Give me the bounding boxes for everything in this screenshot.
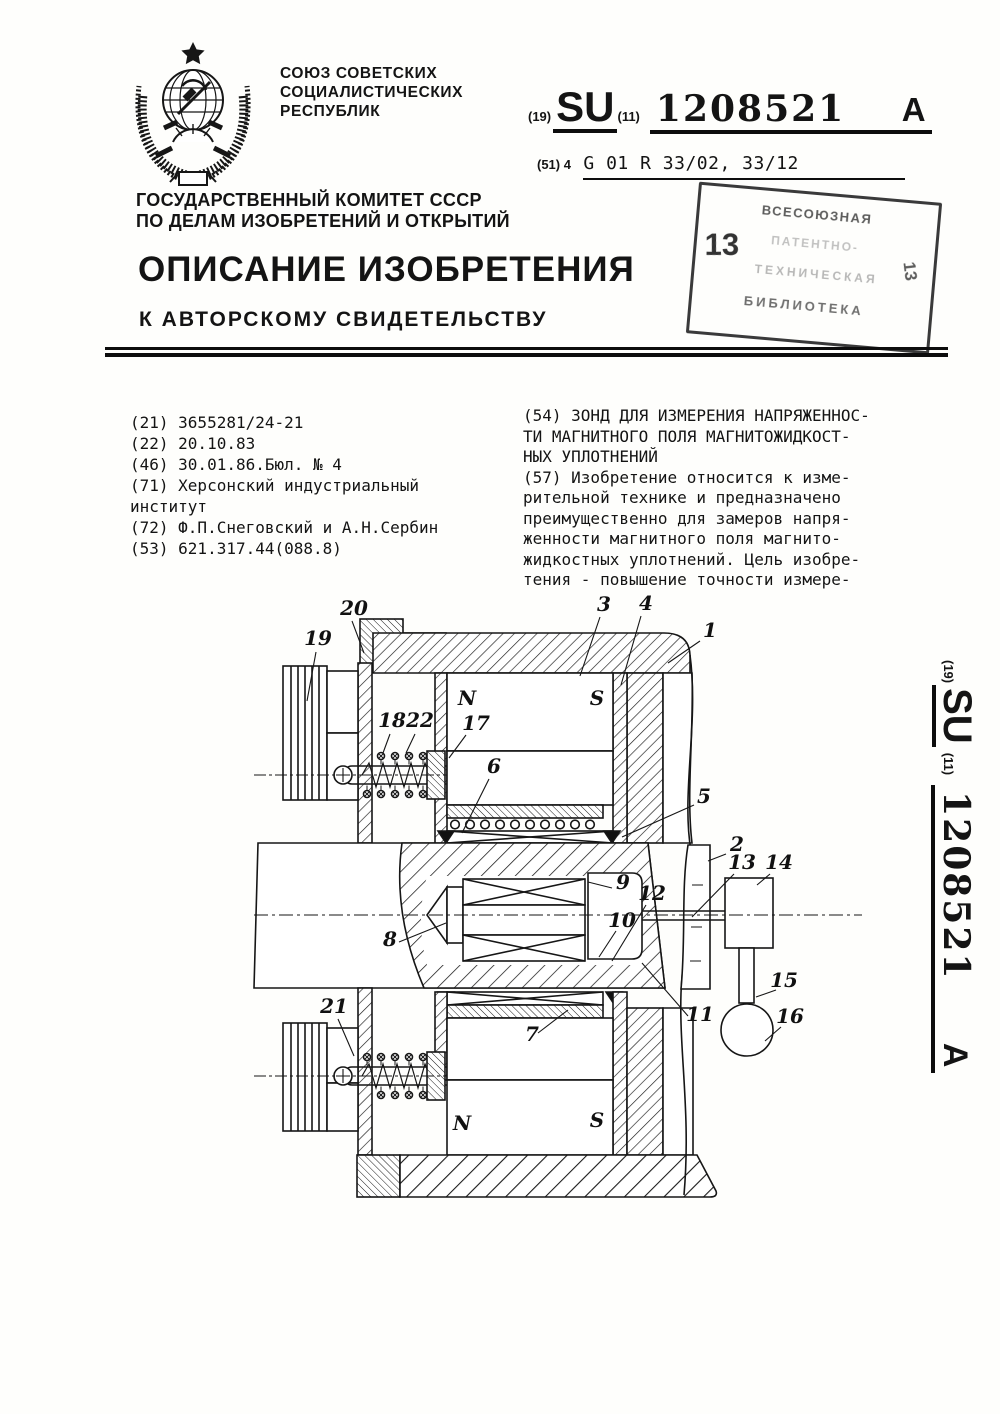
figure-label-4: 4 bbox=[639, 593, 653, 615]
coil-turn bbox=[466, 820, 475, 829]
figure-label-14: 14 bbox=[765, 850, 793, 874]
ipc-classes: G 01 R 33/02, 33/12 bbox=[583, 153, 905, 180]
kind-code: A bbox=[901, 91, 926, 128]
abstract-line: НЫХ УПЛОТНЕНИЙ bbox=[523, 447, 658, 466]
gauge-bulb-16 bbox=[721, 1004, 773, 1056]
figure-geometry bbox=[254, 619, 862, 1197]
code51-label: (51) 4 bbox=[537, 157, 571, 172]
country-name: СОЮЗ СОВЕТСКИХ СОЦИАЛИСТИЧЕСКИХ РЕСПУБЛИК bbox=[280, 65, 464, 120]
committee-name: ГОСУДАРСТВЕННЫЙ КОМИТЕТ СССР ПО ДЕЛАМ ИЗОБРЕТЕНИЙ И ОТКРЫТИЙ bbox=[136, 190, 510, 231]
divider-rule-thick bbox=[105, 353, 948, 357]
gauge-stem-15 bbox=[739, 948, 754, 1003]
coil-turn bbox=[496, 820, 505, 829]
figure-label-N: N bbox=[452, 1111, 472, 1135]
figure-label-2: 2 bbox=[730, 832, 744, 856]
figure-label-8: 8 bbox=[383, 927, 397, 951]
figure-label-S: S bbox=[589, 1108, 605, 1132]
figure-label-5: 5 bbox=[697, 784, 711, 808]
abstract-line: тения - повышение точности измере- bbox=[523, 570, 851, 589]
figure-label-6: 6 bbox=[487, 754, 501, 778]
abstract-text bbox=[523, 406, 870, 591]
figure-label-17: 17 bbox=[462, 711, 490, 735]
side-publication-label: (19) SU (11) 1208521 A bbox=[931, 660, 977, 1090]
coil-turn bbox=[511, 820, 520, 829]
country-code: SU bbox=[553, 86, 617, 133]
star-icon bbox=[181, 42, 204, 64]
figure-label-15: 15 bbox=[770, 968, 798, 992]
biblio-line: (22) 20.10.83 bbox=[130, 434, 256, 453]
figure-label-21: 21 bbox=[320, 994, 348, 1018]
right-flange-bottom bbox=[663, 1008, 693, 1155]
doc-number: 1208521 bbox=[655, 88, 846, 130]
publication-number-line bbox=[528, 83, 932, 134]
document-title: ОПИСАНИЕ ИЗОБРЕТЕНИЯ bbox=[138, 250, 635, 289]
figure-label-1: 1 bbox=[703, 618, 717, 642]
coil-turn bbox=[526, 820, 535, 829]
side-kind-code: A bbox=[936, 1042, 974, 1068]
figure-label-S: S bbox=[589, 686, 605, 710]
coil-turn bbox=[451, 820, 460, 829]
gauge-body-14 bbox=[725, 878, 773, 948]
code19-label: (19) bbox=[528, 109, 552, 124]
left-wall-top bbox=[358, 663, 372, 843]
figure-label-10: 10 bbox=[608, 908, 636, 932]
figure-label-12: 12 bbox=[638, 881, 666, 905]
biblio-line: (72) Ф.П.Снеговский и А.Н.Сербин bbox=[130, 518, 439, 537]
figure-label-22: 22 bbox=[406, 708, 434, 732]
biblio-line: (21) 3655281/24-21 bbox=[130, 413, 304, 432]
leader-line bbox=[406, 734, 415, 753]
side-country-code: SU bbox=[932, 685, 977, 747]
bottom-slab bbox=[400, 1155, 716, 1197]
ussr-coat-of-arms bbox=[126, 36, 260, 188]
stamp-number: 13 bbox=[704, 226, 740, 262]
coil-turn bbox=[481, 820, 490, 829]
bibliographic-data bbox=[130, 412, 438, 559]
figure-label-18: 18 bbox=[378, 708, 406, 732]
code11-label: (11) bbox=[617, 109, 640, 124]
top-slab bbox=[373, 633, 690, 673]
divider-rule-thin bbox=[105, 347, 948, 350]
figure-label-16: 16 bbox=[776, 1004, 804, 1028]
biblio-line: (46) 30.01.86.Бюл. № 4 bbox=[130, 455, 342, 474]
document-subtitle: К АВТОРСКОМУ СВИДЕТЕЛЬСТВУ bbox=[139, 308, 548, 331]
leader-line bbox=[383, 734, 390, 753]
magnet-bottom bbox=[447, 1080, 613, 1155]
abstract-line: (57) Изобретение относится к изме- bbox=[523, 467, 851, 487]
coil-turn bbox=[571, 820, 580, 829]
right-wall-bottom bbox=[627, 1008, 663, 1155]
abstract-line: (54) ЗОНД ДЛЯ ИЗМЕРЕНИЯ НАПРЯЖЕННОС- bbox=[523, 406, 870, 425]
flange-2 bbox=[681, 845, 710, 989]
figure-label-13: 13 bbox=[728, 850, 756, 874]
abstract-line: ТИ МАГНИТНОГО ПОЛЯ МАГНИТОЖИДКОСТ- bbox=[523, 426, 851, 446]
ipc-line bbox=[537, 153, 905, 180]
doc-number-group bbox=[650, 88, 932, 134]
stamp-side-number: 13 bbox=[899, 260, 921, 282]
biblio-line: (71) Херсонский индустриальный bbox=[130, 476, 419, 495]
figure-label-3: 3 bbox=[597, 593, 611, 616]
side-doc-number: 1208521 bbox=[935, 791, 977, 981]
bottom-left-bracket bbox=[357, 1155, 400, 1197]
right-wall-top bbox=[627, 673, 663, 843]
figure-label-19: 19 bbox=[304, 626, 332, 650]
abstract-line: преимущественно для замеров напря- bbox=[523, 508, 851, 528]
coil-turn bbox=[556, 820, 565, 829]
library-stamp: 13 ВСЕСОЮЗНАЯ ПАТЕНТНО- ТЕХНИЧЕСКАЯ 13 БИБЛИОТЕКА bbox=[686, 182, 942, 355]
abstract-line: рительной технике и предназначено bbox=[523, 488, 841, 507]
figure-label-20: 20 bbox=[340, 596, 368, 620]
biblio-line: институт bbox=[130, 497, 208, 516]
patent-figure bbox=[0, 593, 1000, 1213]
biblio-line: (53) 621.317.44(088.8) bbox=[130, 539, 342, 558]
coil-turn bbox=[541, 820, 550, 829]
abstract-line: женности магнитного поля магнито- bbox=[523, 529, 841, 548]
abstract-line: жидкостных уплотнений. Цель изобре- bbox=[523, 549, 861, 569]
figure-label-11: 11 bbox=[686, 1002, 714, 1026]
figure-label-9: 9 bbox=[616, 870, 630, 894]
figure-label-7: 7 bbox=[525, 1022, 539, 1046]
coil-turn bbox=[586, 820, 595, 829]
figure-label-N: N bbox=[457, 686, 477, 710]
